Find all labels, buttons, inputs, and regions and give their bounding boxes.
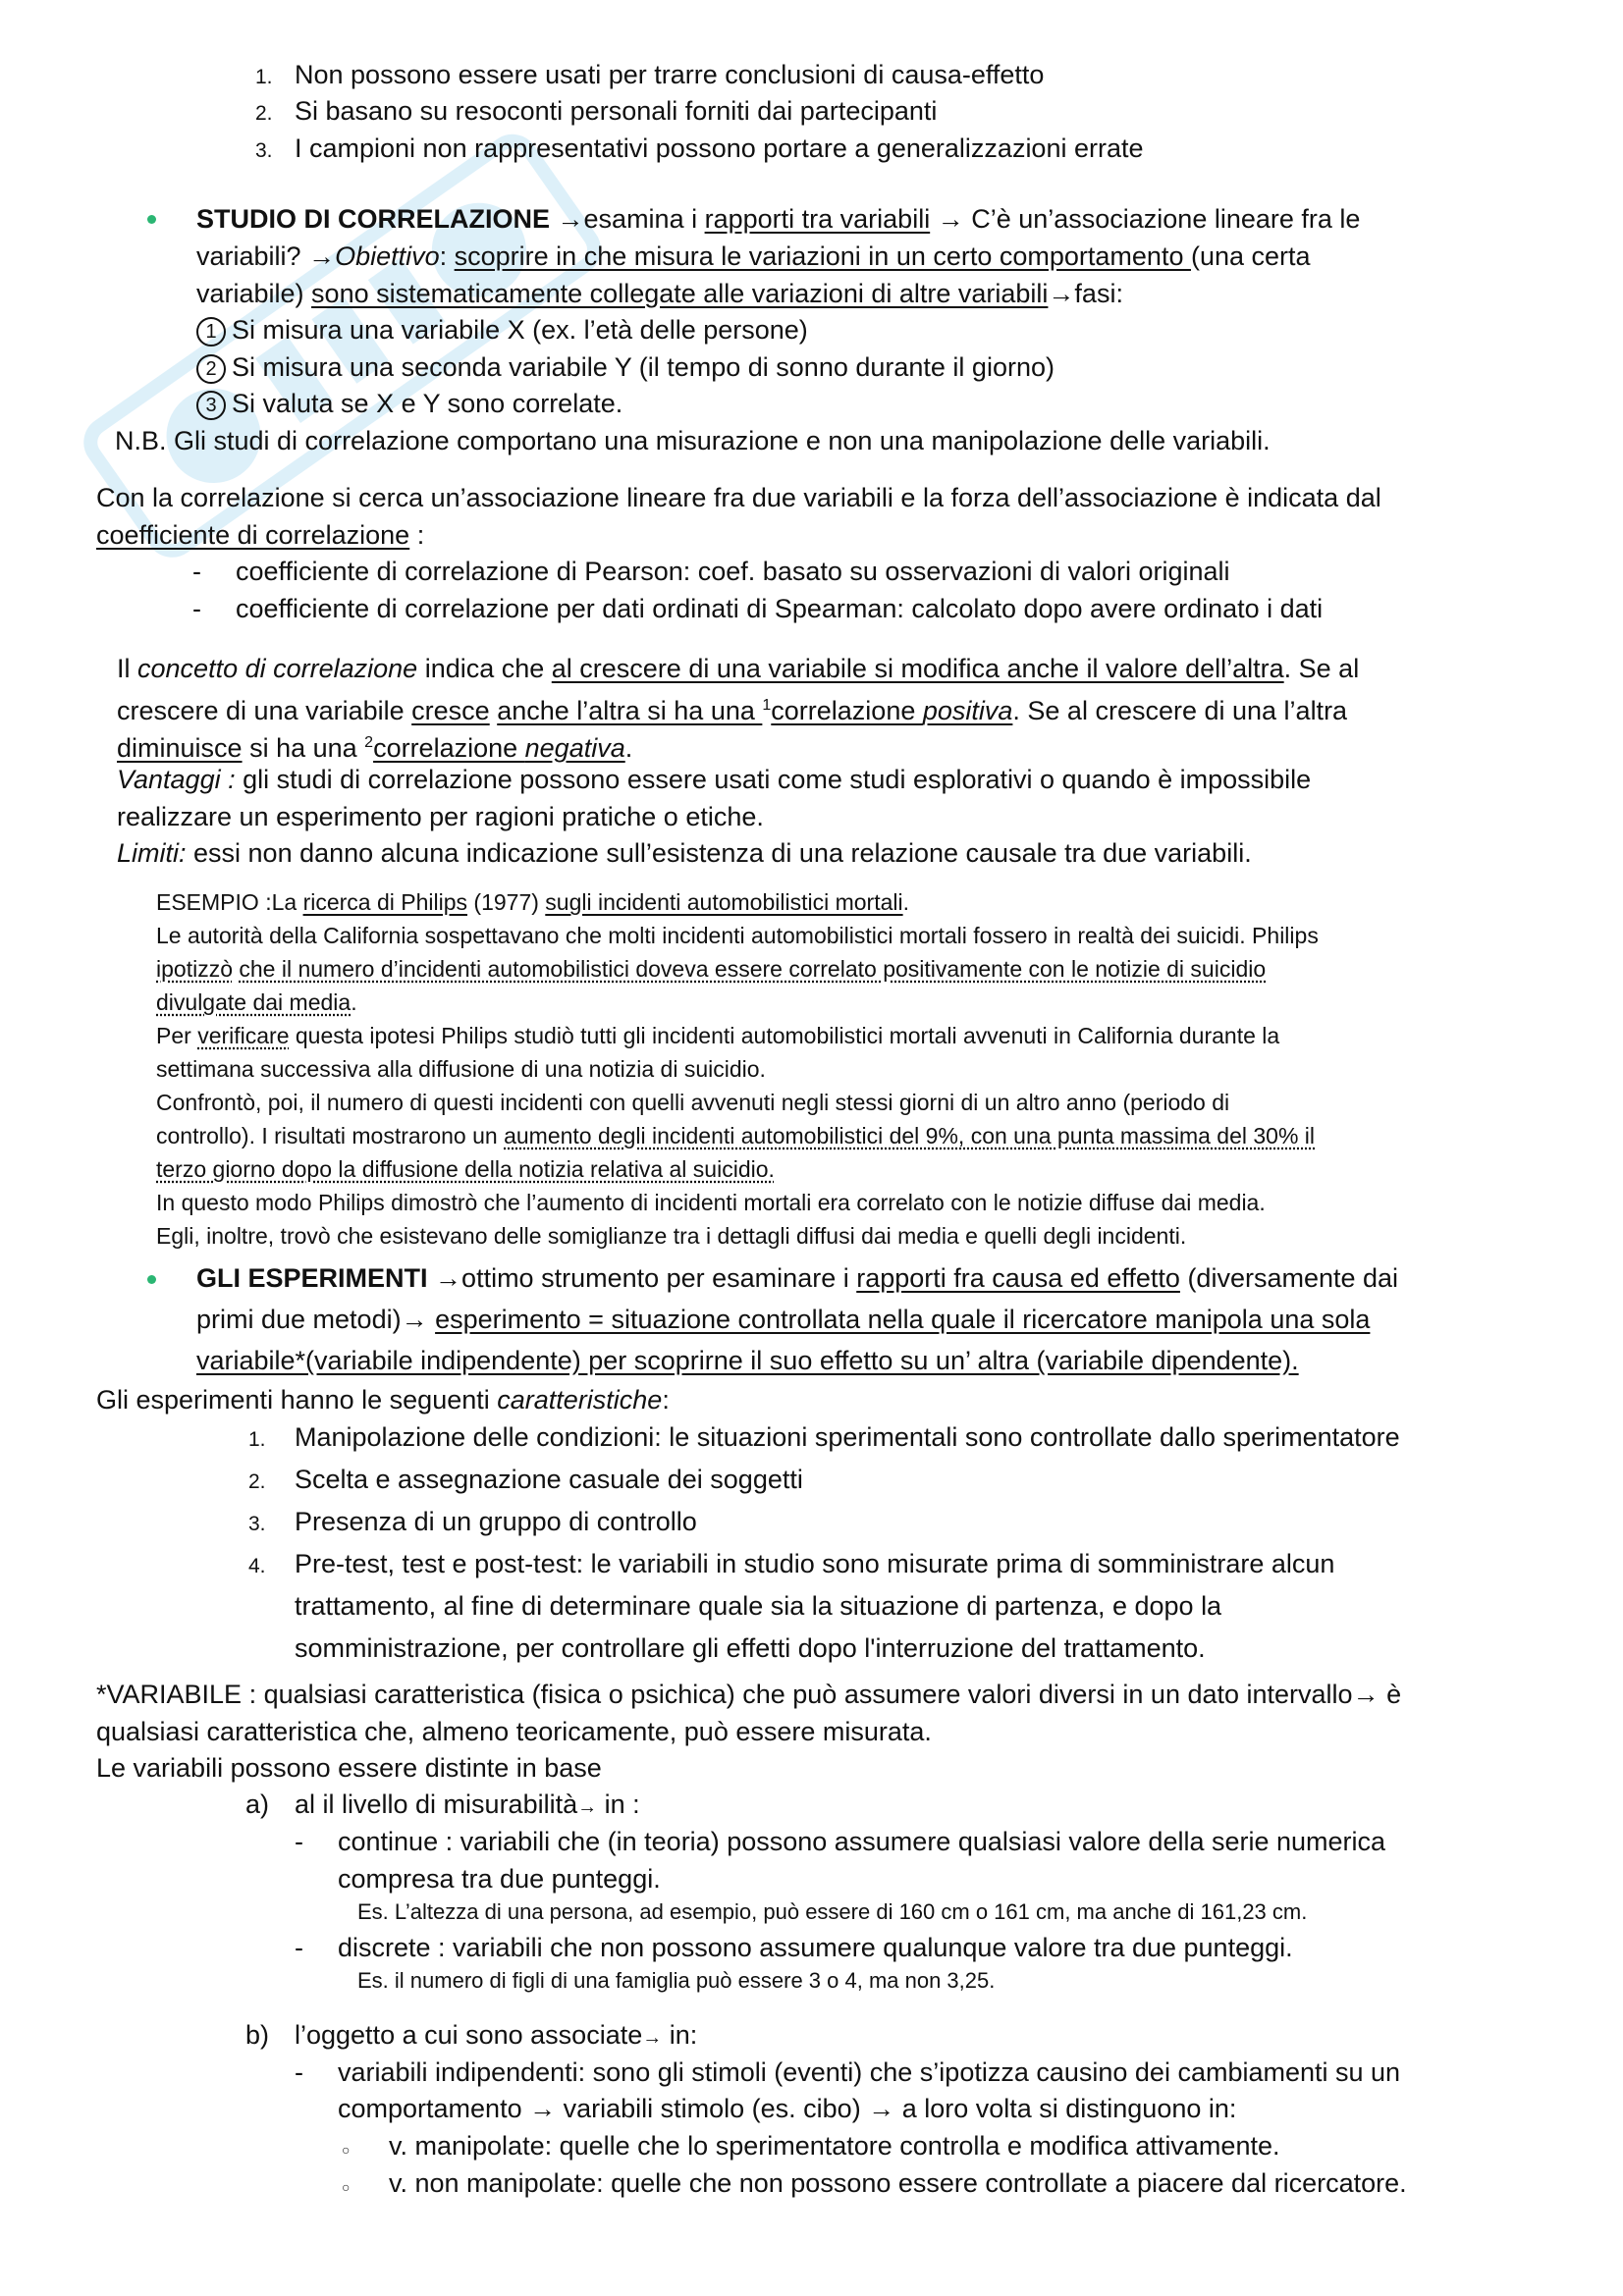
arrow-icon: → xyxy=(308,241,336,271)
esempio-line-3: ipotizzò che il numero d’incidenti automobilistici doveva essere correlato positivamente con le notizie di suicidio xyxy=(156,956,1267,982)
correlazione-line-3: variabile) sono sistematicamente collegate alle variazioni di altre variabili→fasi: xyxy=(196,276,1123,311)
arrow-icon: → xyxy=(937,204,964,234)
list-item: 3. Presenza di un gruppo di controllo xyxy=(248,1507,697,1536)
caratteristiche-intro: Gli esperimenti hanno le seguenti caratteristiche: xyxy=(96,1385,670,1415)
vantaggi-line-1: Vantaggi : gli studi di correlazione possono essere usati come studi esplorativi o quando è impossibile xyxy=(117,765,1312,794)
variabile-line-1: *VARIABILE : qualsiasi caratteristica (fisica o psichica) che può assumere valori diversi in un dato intervallo→ è xyxy=(96,1677,1401,1712)
phase-step: 2 Si misura una seconda variabile Y (il tempo di sonno durante il giorno) xyxy=(196,349,1055,385)
list-item-continuation: somministrazione, per controllare gli effetti dopo l'interruzione del trattamento. xyxy=(295,1633,1206,1663)
concetto-line-3: diminuisce si ha una $^2$correlazione negativa. xyxy=(117,733,633,763)
arrow-icon: → xyxy=(557,204,584,234)
list-item: 2. Scelta e assegnazione casuale dei soggetti xyxy=(248,1465,803,1494)
criterion-a: a) al il livello di misurabilità→ in : xyxy=(245,1787,640,1825)
list-item: 4. Pre-test, test e post-test: le variabili in studio sono misurate prima di somministrare alcun xyxy=(248,1549,1335,1578)
arrow-icon: → xyxy=(1048,279,1075,308)
list-item: - coefficiente di correlazione per dati ordinati di Spearman: calcolato dopo avere ordinato i dati xyxy=(192,594,1324,623)
example-note: Es. L’altezza di una persona, ad esempio, può essere di 160 cm o 161 cm, ma anche di 161,23 cm. xyxy=(357,1899,1308,1924)
concetto-line-2: crescere di una variabile cresce anche l’altra si ha una $^1$correlazione positiva. Se al crescere di una l’altra xyxy=(117,696,1348,725)
esempio-line-6: settimana successiva alla diffusione di una notizia di suicidio. xyxy=(156,1056,766,1082)
variabile-line-3: Le variabili possono essere distinte in base xyxy=(96,1753,602,1783)
variabile-line-2: qualsiasi caratteristica che, almeno teoricamente, può essere misurata. xyxy=(96,1717,932,1746)
esempio-line-4: divulgate dai media. xyxy=(156,989,357,1015)
list-item-continuation: comportamento → variabili stimolo (es. cibo) → a loro volta si distinguono in: xyxy=(338,2091,1236,2126)
arrow-icon: → xyxy=(529,2094,557,2123)
coefficiente-line-2: coefficiente di correlazione : xyxy=(96,520,425,550)
list-item: - discrete : variabili che non possono assumere qualunque valore tra due punteggi. xyxy=(295,1933,1293,1962)
sub-list-item: ○ v. non manipolate: quelle che non possono essere controllate a piacere dal ricercatore. xyxy=(342,2165,1407,2205)
list-item: 3. I campioni non rappresentativi possono portare a generalizzazioni errate xyxy=(255,133,1144,163)
list-item: 2. Si basano su resoconti personali forniti dai partecipanti xyxy=(255,96,938,126)
list-item: - variabili indipendenti: sono gli stimoli (eventi) che s’ipotizza causino dei cambiamenti su un xyxy=(295,2057,1401,2087)
sub-list-item: ○ v. manipolate: quelle che lo sperimentatore controlla e modifica attivamente. xyxy=(342,2128,1279,2167)
criterion-b: b) l’oggetto a cui sono associate→ in: xyxy=(245,2017,697,2056)
arrow-icon: → xyxy=(577,1796,598,1818)
list-item-continuation: trattamento, al fine di determinare quale sia la situazione di partenza, e dopo la xyxy=(295,1591,1222,1621)
esempio-line-7: Confrontò, poi, il numero di questi incidenti con quelli avvenuti negli stessi giorni di un altro anno (periodo di xyxy=(156,1090,1230,1115)
example-note: Es. il numero di figli di una famiglia può essere 3 o 4, ma non 3,25. xyxy=(357,1968,996,1993)
esempio-line-5: Per verificare questa ipotesi Philips studiò tutti gli incidenti automobilistici mortali avvenuti in California durante la xyxy=(156,1023,1280,1048)
correlazione-line-2: variabili? →Obiettivo: scoprire in che misura le variazioni in un certo comportamento (una certa xyxy=(196,239,1311,274)
esempio-line-9: terzo giorno dopo la diffusione della notizia relativa al suicidio. xyxy=(156,1156,775,1182)
circle-bullet-icon: ○ xyxy=(342,2179,351,2195)
bullet-icon xyxy=(147,215,156,224)
arrow-icon: → xyxy=(435,1263,462,1293)
esempio-line-11: Egli, inoltre, trovò che esistevano delle somiglianze tra i dettagli diffusi dai media e quelli degli incidenti. xyxy=(156,1223,1187,1249)
bullet-icon xyxy=(147,1275,156,1284)
arrow-icon: → xyxy=(401,1305,428,1334)
esperimenti-line-3: variabile*(variabile indipendente) per scoprirne il suo effetto su un’ altra (variabile dipendente). xyxy=(196,1346,1299,1375)
esempio-line-8: controllo). I risultati mostrarono un aumento degli incidenti automobilistici del 9%, con una punta massima del 30% il xyxy=(156,1123,1316,1148)
limiti-line: Limiti: essi non danno alcuna indicazione sull’esistenza di una relazione causale tra due variabili. xyxy=(117,838,1252,868)
esempio-line-10: In questo modo Philips dimostrò che l’aumento di incidenti mortali era correlato con le notizie diffuse dai media. xyxy=(156,1190,1266,1215)
list-item: 1. Non possono essere usati per trarre conclusioni di causa-effetto xyxy=(255,60,1045,89)
list-item: - continue : variabili che (in teoria) possono assumere qualsiasi valore della serie numerica xyxy=(295,1827,1386,1856)
esempio-line-2: Le autorità della California sospettavano che molti incidenti automobilistici mortali fossero in realtà dei suicidi. Philips xyxy=(156,923,1319,948)
phase-step: 1 Si misura una variabile X (ex. l’età delle persone) xyxy=(196,312,808,347)
list-item: 1. Manipolazione delle condizioni: le situazioni sperimentali sono controllate dallo sperimentatore xyxy=(248,1422,1400,1452)
correlazione-line-1: STUDIO DI CORRELAZIONE →esamina i rapporti tra variabili → C’è un’associazione lineare fra le xyxy=(196,201,1360,237)
coefficiente-line-1: Con la correlazione si cerca un’associazione lineare fra due variabili e la forza dell’associazione è indicata dal xyxy=(96,483,1381,512)
phase-step: 3 Si valuta se X e Y sono correlate. xyxy=(196,386,622,421)
concetto-line-1: Il concetto di correlazione indica che al crescere di una variabile si modifica anche il valore dell’altra. Se al xyxy=(117,654,1360,683)
vantaggi-line-2: realizzare un esperimento per ragioni pratiche o etiche. xyxy=(117,802,764,831)
list-item-continuation: compresa tra due punteggi. xyxy=(338,1864,661,1894)
esperimenti-line-2: primi due metodi)→ esperimento = situazione controllata nella quale il ricercatore manipola una sola xyxy=(196,1302,1370,1337)
arrow-icon: → xyxy=(868,2094,895,2123)
nota-bene: N.B. Gli studi di correlazione comportano una misurazione e non una manipolazione delle variabili. xyxy=(115,426,1271,455)
circle-bullet-icon: ○ xyxy=(342,2142,351,2158)
esperimenti-line-1: GLI ESPERIMENTI →ottimo strumento per esaminare i rapporti fra causa ed effetto (diversamente dai xyxy=(196,1260,1398,1296)
arrow-icon: → xyxy=(642,2027,663,2049)
arrow-icon: → xyxy=(1352,1680,1380,1709)
esempio-line-1: ESEMPIO :La ricerca di Philips (1977) sugli incidenti automobilistici mortali. xyxy=(156,889,909,915)
list-item: - coefficiente di correlazione di Pearson: coef. basato su osservazioni di valori originali xyxy=(192,557,1230,586)
